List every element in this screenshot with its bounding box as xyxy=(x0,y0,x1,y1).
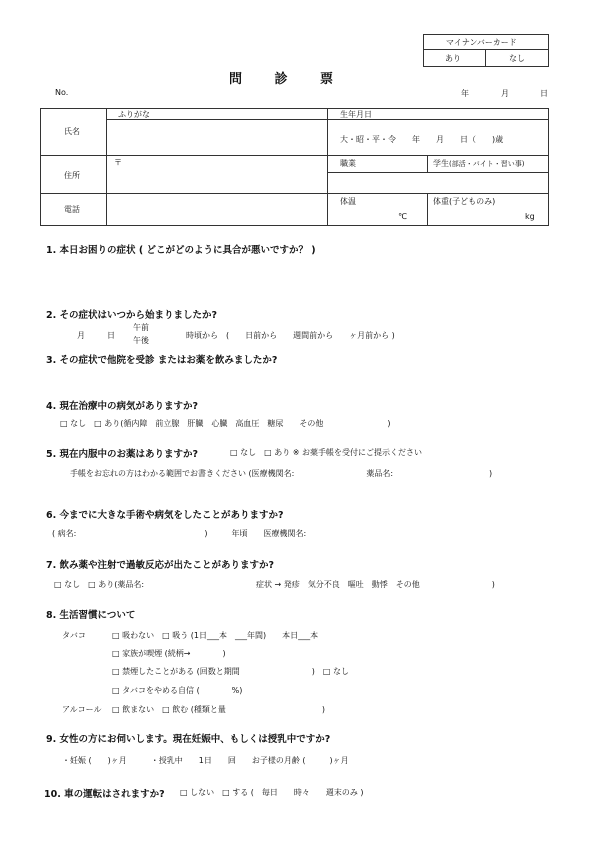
q2-day: 日 xyxy=(107,331,115,340)
question-6: 6. 今までに大きな手術や病気をしたことがありますか? xyxy=(46,510,284,521)
temperature-unit: ℃ xyxy=(398,212,407,221)
q5-line: 手帳をお忘れの方はわかる範囲でお書きください (医療機関名: 薬品名: ) xyxy=(70,469,493,478)
occupation-divider xyxy=(427,155,428,172)
question-8: 8. 生活習慣について xyxy=(46,610,136,621)
row-divider-2 xyxy=(40,193,549,194)
table-mid-col xyxy=(327,108,328,226)
q8-tobacco-3[interactable]: □ 禁煙したことがある (回数と期間 ) □ なし xyxy=(112,667,349,676)
page-title: 問 診 票 xyxy=(229,72,348,87)
occupation-line xyxy=(327,172,549,173)
q7-line[interactable]: □ なし □ あり(薬品名: 症状 → 発疹 気分不良 嘔吐 動悸 その他 ) xyxy=(54,580,495,589)
mynumber-col-divider xyxy=(485,49,486,67)
date-month: 月 xyxy=(501,89,509,98)
q2-am[interactable]: 午前 xyxy=(133,323,149,332)
question-7: 7. 飲み薬や注射で過敏反応が出たことがありますか? xyxy=(46,560,275,571)
q8-tobacco-2[interactable]: □ 家族が喫煙 (続柄→ ) xyxy=(112,649,226,658)
occupation-label: 職業 xyxy=(340,159,356,168)
weight-unit: kg xyxy=(525,212,535,221)
no-label: No. xyxy=(55,88,69,97)
question-10: 10. 車の運転はされますか? xyxy=(44,789,165,800)
question-9: 9. 女性の方にお伺いします。現在妊娠中、もしくは授乳中ですか? xyxy=(46,734,331,745)
furigana-label: ふりがな xyxy=(118,110,150,119)
mynumber-yes[interactable]: あり xyxy=(445,54,461,63)
q8-tobacco-4[interactable]: □ タバコをやめる自信 ( %) xyxy=(112,686,243,695)
mynumber-divider xyxy=(423,49,549,50)
furigana-line xyxy=(106,119,549,120)
student-label xyxy=(433,158,524,169)
question-4: 4. 現在治療中の病気がありますか? xyxy=(46,401,199,412)
question-1: 1. 本日お困りの症状 ( どこがどのように具合が悪いですか？ ) xyxy=(46,245,316,256)
weight-divider xyxy=(427,193,428,226)
mynumber-no[interactable]: なし xyxy=(509,54,525,63)
q5-options[interactable]: □ なし □ あり ※ お薬手帳を受付にご提示ください xyxy=(230,448,422,457)
student-note: (部活・バイト・習い事) xyxy=(449,160,525,168)
table-label-col xyxy=(106,108,107,226)
q2-month: 月 xyxy=(77,331,85,340)
row-divider-1 xyxy=(40,155,549,156)
name-field[interactable] xyxy=(108,121,325,153)
q8-alcohol-label: アルコール xyxy=(62,705,102,714)
birth-label: 生年月日 xyxy=(340,110,372,119)
date-day: 日 xyxy=(540,89,548,98)
phone-label: 電話 xyxy=(64,205,80,214)
temperature-label: 体温 xyxy=(340,197,356,206)
q4-options[interactable]: □ なし □ あり(循内障 前立腺 肝臓 心臓 高血圧 糖尿 その他 ) xyxy=(60,419,391,428)
q10-options[interactable]: □ しない □ する ( 毎日 時々 週末のみ ) xyxy=(180,788,364,797)
question-3: 3. その症状で他院を受診 またはお薬を飲みましたか? xyxy=(46,355,278,366)
weight-label: 体重(子どものみ) xyxy=(433,197,496,206)
q8-tobacco-label: タバコ xyxy=(62,631,86,640)
address-label: 住所 xyxy=(64,171,80,180)
q2-rest: 時頃から ( 日前から 週間前から ヶ月前から ) xyxy=(186,331,395,340)
question-5: 5. 現在内服中のお薬はありますか? xyxy=(46,449,199,460)
date-year: 年 xyxy=(461,89,469,98)
q8-tobacco-1[interactable]: □ 吸わない □ 吸う (1日___本 ___年間) 本日___本 xyxy=(112,631,319,640)
birth-line[interactable]: 大・昭・平・令 年 月 日（ )歳 xyxy=(340,135,504,144)
name-label: 氏名 xyxy=(64,127,80,136)
q9-line[interactable]: ・妊娠 ( )ヶ月 ・授乳中 1日 回 お子様の月齢 ( )ヶ月 xyxy=(62,756,349,765)
question-2: 2. その症状はいつから始まりましたか? xyxy=(46,310,218,321)
postal-mark[interactable]: 〒 xyxy=(114,158,122,167)
q2-pm[interactable]: 午後 xyxy=(133,336,149,345)
q6-line[interactable]: ( 病名: ) 年頃 医療機関名: xyxy=(52,529,307,538)
student-text: 学生 xyxy=(433,159,449,168)
q8-alcohol-1[interactable]: □ 飲まない □ 飲む (種類と量 ) xyxy=(112,705,325,714)
mynumber-title: マイナンバーカード xyxy=(446,38,517,47)
